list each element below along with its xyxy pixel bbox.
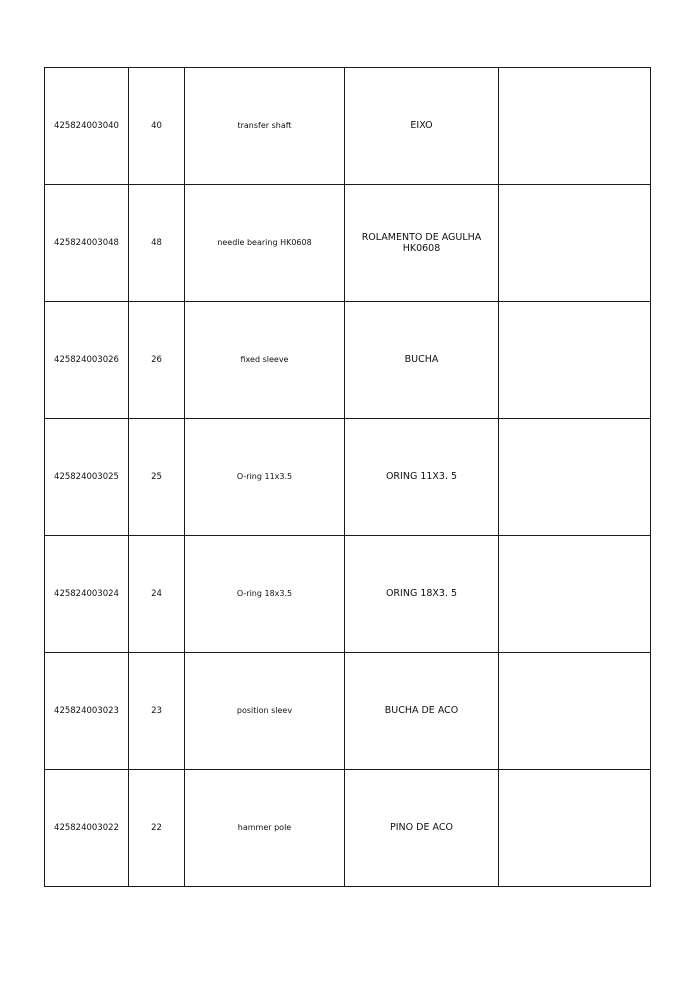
english-description-cell: transfer shaft [185, 68, 345, 185]
item-number-cell: 25 [129, 419, 185, 536]
part-code-cell: 425824003022 [45, 770, 129, 887]
english-description-cell: fixed sleeve [185, 302, 345, 419]
parts-table-body [45, 68, 651, 887]
empty-cell [499, 653, 651, 770]
english-description-cell: needle bearing HK0608 [185, 185, 345, 302]
part-code-cell: 425824003048 [45, 185, 129, 302]
portuguese-description-cell: ORING 11X3. 5 [345, 419, 499, 536]
table-row [45, 536, 651, 653]
table-row [45, 770, 651, 887]
part-code-cell: 425824003025 [45, 419, 129, 536]
item-number-cell: 48 [129, 185, 185, 302]
part-code-cell: 425824003024 [45, 536, 129, 653]
empty-cell [499, 419, 651, 536]
table-row [45, 653, 651, 770]
item-number-cell: 26 [129, 302, 185, 419]
parts-table [44, 67, 651, 887]
table-row [45, 302, 651, 419]
portuguese-description-cell: ROLAMENTO DE AGULHA HK0608 [345, 185, 499, 302]
empty-cell [499, 770, 651, 887]
item-number-cell: 24 [129, 536, 185, 653]
english-description-cell: hammer pole [185, 770, 345, 887]
item-number-cell: 22 [129, 770, 185, 887]
item-number-cell: 40 [129, 68, 185, 185]
part-code-cell: 425824003023 [45, 653, 129, 770]
portuguese-description-cell: BUCHA DE ACO [345, 653, 499, 770]
portuguese-description-cell: EIXO [345, 68, 499, 185]
table-row [45, 185, 651, 302]
table-row [45, 68, 651, 185]
table-row [45, 419, 651, 536]
empty-cell [499, 185, 651, 302]
item-number-cell: 23 [129, 653, 185, 770]
empty-cell [499, 302, 651, 419]
english-description-cell: O-ring 11x3.5 [185, 419, 345, 536]
empty-cell [499, 536, 651, 653]
portuguese-description-cell: BUCHA [345, 302, 499, 419]
empty-cell [499, 68, 651, 185]
part-code-cell: 425824003026 [45, 302, 129, 419]
english-description-cell: O-ring 18x3.5 [185, 536, 345, 653]
part-code-cell: 425824003040 [45, 68, 129, 185]
portuguese-description-cell: ORING 18X3. 5 [345, 536, 499, 653]
english-description-cell: position sleev [185, 653, 345, 770]
portuguese-description-cell: PINO DE ACO [345, 770, 499, 887]
